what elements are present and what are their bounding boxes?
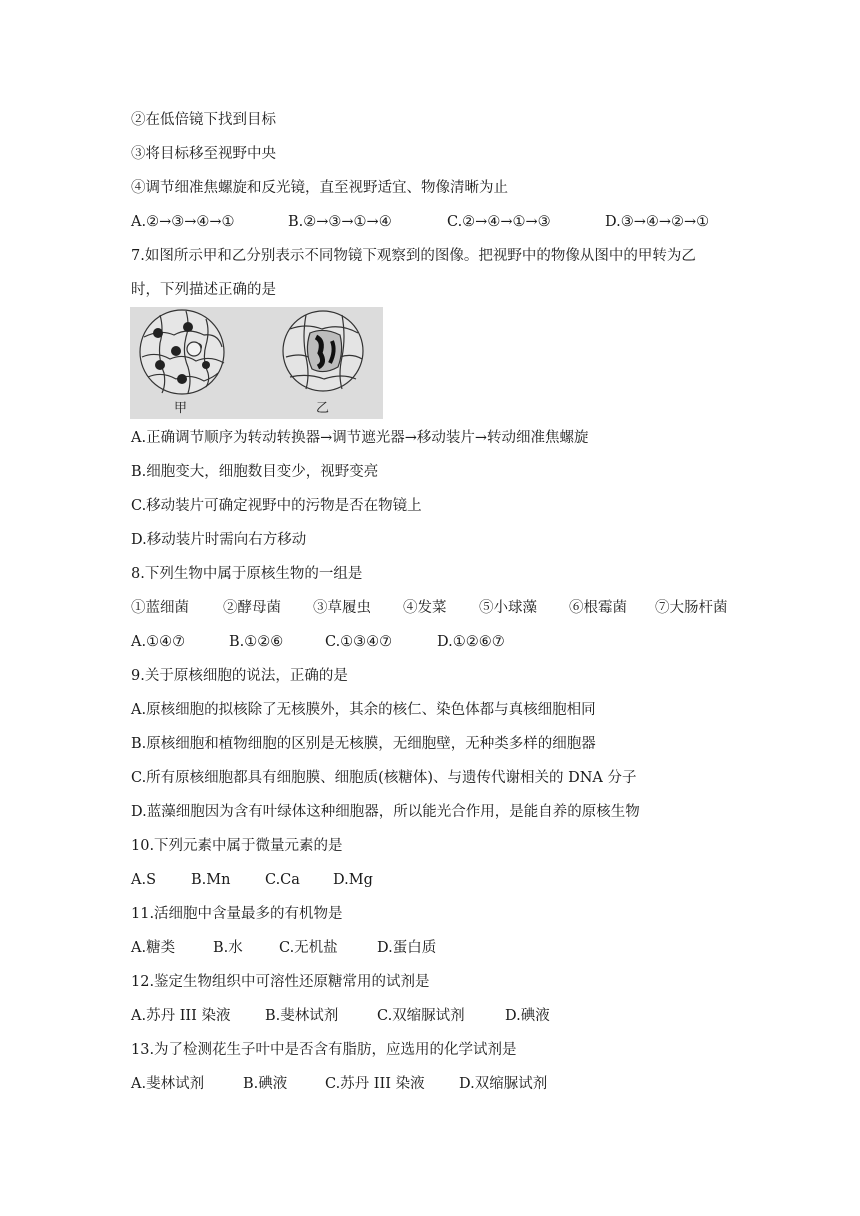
q7-option-c: C.移动装片可确定视野中的污物是否在物镜上 bbox=[131, 498, 422, 514]
microscope-views-image bbox=[130, 307, 383, 419]
q7-option-d: D.移动装片时需向右方移动 bbox=[131, 532, 307, 548]
q8-item: ④发菜 bbox=[403, 600, 447, 616]
q6-step-2: ②在低倍镜下找到目标 bbox=[131, 112, 276, 128]
q8-option-d: D.①②⑥⑦ bbox=[437, 634, 505, 650]
q12-option-d: D.碘液 bbox=[505, 1008, 550, 1024]
label-yi: 乙 bbox=[316, 401, 330, 416]
q10-stem: 10.下列元素中属于微量元素的是 bbox=[131, 838, 343, 854]
view-yi bbox=[283, 311, 363, 391]
q11-option-c: C.无机盐 bbox=[279, 940, 338, 956]
q6-option-a: A.②→③→④→① bbox=[131, 214, 235, 230]
q11-stem: 11.活细胞中含量最多的有机物是 bbox=[131, 906, 343, 922]
q8-item: ⑤小球藻 bbox=[479, 600, 537, 616]
q6-option-d: D.③→④→②→① bbox=[605, 214, 710, 230]
q9-option-b: B.原核细胞和植物细胞的区别是无核膜，无细胞壁，无种类多样的细胞器 bbox=[131, 736, 596, 752]
q8-option-a: A.①④⑦ bbox=[131, 634, 186, 650]
q6-step-3: ③将目标移至视野中央 bbox=[131, 146, 276, 162]
q9-option-d: D.蓝藻细胞因为含有叶绿体这种细胞器，所以能光合作用，是能自养的原核生物 bbox=[131, 804, 640, 820]
q10-option-d: D.Mg bbox=[333, 872, 373, 888]
q10-option-a: A.S bbox=[131, 872, 157, 888]
q7-stem-line-1: 7.如图所示甲和乙分别表示不同物镜下观察到的图像。把视野中的物像从图中的甲转为乙 bbox=[131, 248, 696, 264]
q11-option-a: A.糖类 bbox=[131, 940, 176, 956]
q13-option-b: B.碘液 bbox=[243, 1076, 288, 1092]
q13-option-d: D.双缩脲试剂 bbox=[459, 1076, 548, 1092]
q11-option-b: B.水 bbox=[213, 940, 243, 956]
q12-option-c: C.双缩脲试剂 bbox=[377, 1008, 465, 1024]
q12-option-a: A.苏丹 III 染液 bbox=[131, 1008, 231, 1024]
q12-stem: 12.鉴定生物组织中可溶性还原糖常用的试剂是 bbox=[131, 974, 430, 990]
q13-stem: 13.为了检测花生子叶中是否含有脂肪，应选用的化学试剂是 bbox=[131, 1042, 517, 1058]
q13-option-a: A.斐林试剂 bbox=[131, 1076, 205, 1092]
q10-option-b: B.Mn bbox=[191, 872, 231, 888]
q8-option-b: B.①②⑥ bbox=[229, 634, 284, 650]
label-jia: 甲 bbox=[174, 401, 188, 416]
q8-stem: 8.下列生物中属于原核生物的一组是 bbox=[131, 566, 363, 582]
q11-option-d: D.蛋白质 bbox=[377, 940, 437, 956]
q8-item: ⑦大肠杆菌 bbox=[655, 600, 728, 616]
q9-option-c: C.所有原核细胞都具有细胞膜、细胞质(核糖体)、与遗传代谢相关的 DNA 分子 bbox=[131, 770, 637, 786]
q7-option-a: A.正确调节顺序为转动转换器→调节遮光器→移动装片→转动细准焦螺旋 bbox=[131, 430, 589, 446]
q8-option-c: C.①③④⑦ bbox=[325, 634, 393, 650]
q6-option-c: C.②→④→①→③ bbox=[447, 214, 551, 230]
q6-option-b: B.②→③→①→④ bbox=[288, 214, 392, 230]
q9-stem: 9.关于原核细胞的说法，正确的是 bbox=[131, 668, 348, 684]
microscope-figure bbox=[130, 307, 383, 419]
q10-option-c: C.Ca bbox=[265, 872, 300, 888]
q8-item: ③草履虫 bbox=[313, 600, 371, 616]
view-jia bbox=[140, 310, 224, 394]
q8-item: ①蓝细菌 bbox=[131, 600, 189, 616]
q8-item: ②酵母菌 bbox=[223, 600, 281, 616]
q6-step-4: ④调节细准焦螺旋和反光镜，直至视野适宜、物像清晰为止 bbox=[131, 180, 508, 196]
q12-option-b: B.斐林试剂 bbox=[265, 1008, 339, 1024]
q7-stem-line-2: 时，下列描述正确的是 bbox=[131, 282, 276, 298]
q8-item: ⑥根霉菌 bbox=[569, 600, 627, 616]
q13-option-c: C.苏丹 III 染液 bbox=[325, 1076, 425, 1092]
q9-option-a: A.原核细胞的拟核除了无核膜外，其余的核仁、染色体都与真核细胞相同 bbox=[131, 702, 596, 718]
q7-option-b: B.细胞变大，细胞数目变少，视野变亮 bbox=[131, 464, 379, 480]
